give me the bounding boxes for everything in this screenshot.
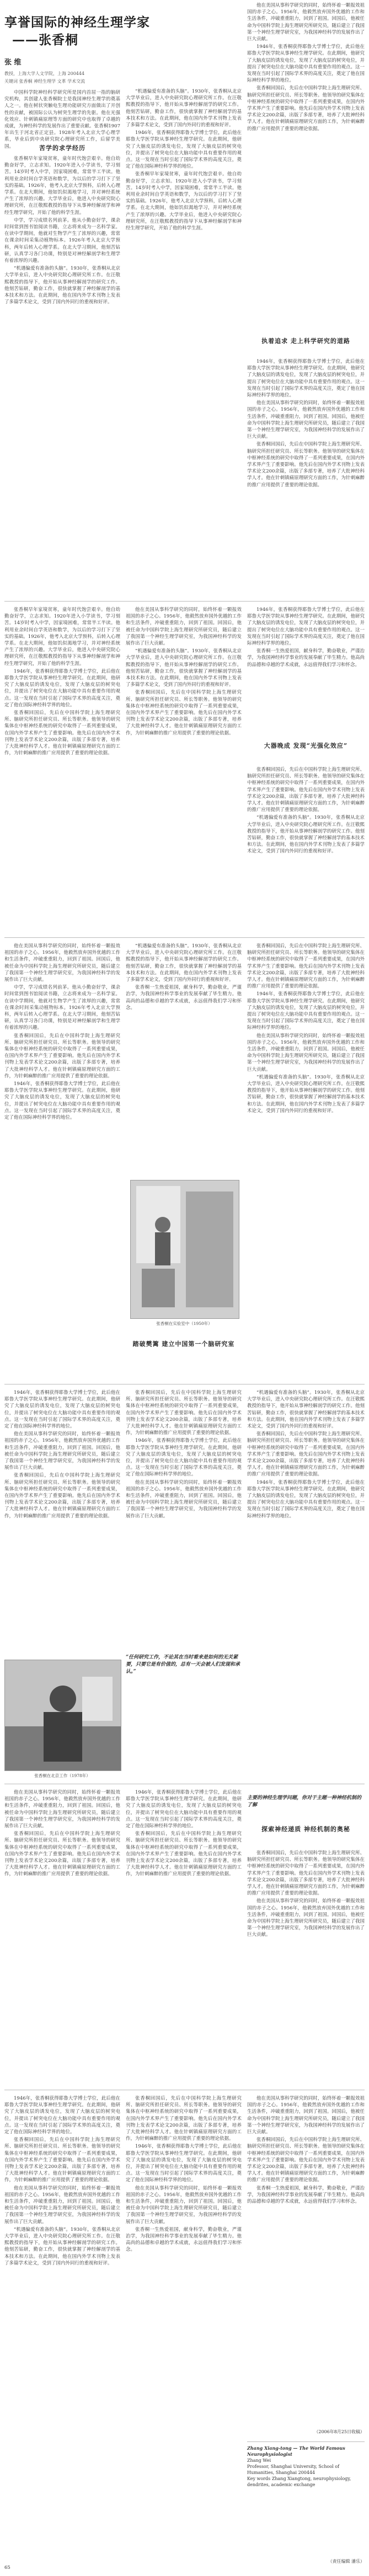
page-divider: [4, 601, 365, 602]
column-left-3: [4, 943, 120, 1378]
body-text: 他在美国从事科学研究的同时，始终怀着一颗报效祖国的赤子之心。1956年，他毅然放弃国外优越的工作和生活条件，冲破重重阻力，回到了祖国。回国后，他被任命为中国科学院上海生理研究所研究员，随后建立了我国第一个神经生理学研究室，为我国神经科学的发展作出了巨大贡献。: [4, 943, 120, 983]
column-left-1: [4, 155, 120, 337]
body-text: “机遇偏爱有准备的头脑”。1930年，张香桐从北京大学毕业后，进入中央研究院心理研究所工作。在汪敬熙教授的指导下，他开始从事神经解剖学的研究工作。他刻苦钻研，勤奋工作，很快就掌握了神经解剖学的基本技术和方法。在此期间，他在国内外学术刊物上发表了多篇学术论文，受到了国内外同行的重视和好评。: [247, 815, 365, 855]
body-text: 张香桐一生热爱祖国，献身科学，勤奋敬业，严谨治学，为我国神经科学事业的发展奉献了毕生精力。他高尚的品德和卓越的学术成就，永远值得我们学习和怀念。: [247, 648, 365, 668]
body-text: 他在美国从事科学研究的同时，始终怀着一颗报效祖国的赤子之心。1956年，他毅然放弃国外优越的工作和生活条件，冲破重重阻力，回到了祖国。回国后，他被任命为中国科学院上海生理研究所研究员，随后建立了我国第一个神经生理学研究室，为我国神经科学的发展作出了巨大贡献。: [126, 607, 242, 647]
body-text: 他在美国从事科学研究的同时，始终怀着一颗报效祖国的赤子之心。1956年，他毅然放弃国外优越的工作和生活条件，冲破重重阻力，回到了祖国。回国后，他被任命为中国科学院上海生理研究所研究员，随后建立了我国第一个神经生理学研究室，为我国神经科学的发展作出了巨大贡献。: [247, 3, 365, 42]
column-left-2: [4, 607, 120, 926]
body-text: 张香桐回国后，先后在中国科学院上海生理研究所、脑研究所担任研究员、所长等职务。他领导的研究集体在中枢神经系统的研究中取得了一系列重要成果，在国内外学术界产生了重要影响。他先后在国内外学术刊物上发表学术论文200余篇，出版了多部专著，培养了大批神经科学人才。他在针刺镇痛原理研究方面的工作，为针刺麻醉的推广应用提供了重要的理论依据。: [4, 2137, 120, 2183]
body-text: 1946年，张香桐获得耶鲁大学博士学位，此后他在耶鲁大学医学院从事神经生理学研究。在此期间，他研究了大脑皮层的诱发电位，发现了大脑皮层的树突电位，并提出了树突电位在大脑功能中具有重要作用的观点。这一发现在当时引起了国际学术界的高度关注，奠定了他在国际神经科学界的地位。: [247, 44, 365, 84]
body-text: 1946年，张香桐获得耶鲁大学博士学位，此后他在耶鲁大学医学院从事神经生理学研究。在此期间，他研究了大脑皮层的诱发电位，发现了大脑皮层的树突电位，并提出了树突电位在大脑功能中具有重要作用的观点。这一发现在当时引起了国际学术界的高度关注，奠定了他在国际神经科学界的地位。: [4, 2096, 120, 2135]
body-text: 张香桐回国后，先后在中国科学院上海生理研究所、脑研究所担任研究员、所长等职务。他领导的研究集体在中枢神经系统的研究中取得了一系列重要成果，在国内外学术界产生了重要影响。他先后在国内外学术刊物上发表学术论文200余篇，出版了多部专著，培养了大批神经科学人才。他在针刺镇痛原理研究方面的工作，为针刺麻醉的推广应用提供了重要的理论依据。: [247, 1850, 365, 1897]
body-text: 1946年，张香桐获得耶鲁大学博士学位，此后他在耶鲁大学医学院从事神经生理学研究。在此期间，他研究了大脑皮层的诱发电位，发现了大脑皮层的树突电位，并提出了树突电位在大脑功能中具有重要作用的观点。这一发现在当时引起了国际学术界的高度关注，奠定了他在国际神经科学界的地位。: [247, 607, 365, 647]
body-text: 他在美国从事科学研究的同时，始终怀着一颗报效祖国的赤子之心。1956年，他毅然放弃国外优越的工作和生活条件，冲破重重阻力，回到了祖国。回国后，他被任命为中国科学院上海生理研究所研究员，随后建立了我国第一个神经生理学研究室，为我国神经科学的发展作出了巨大贡献。: [126, 2185, 242, 2225]
page-number: 65: [4, 2565, 10, 2570]
body-text: “机遇偏爱有准备的头脑”。1930年，张香桐从北京大学毕业后，进入中央研究院心理研究所工作。在汪敬熙教授的指导下，他开始从事神经解剖学的研究工作。他刻苦钻研，勤奋工作，很快就掌握了神经解剖学的基本技术和方法。在此期间，他在国内外学术刊物上发表了多篇学术论文，受到了国内外同行的重视和好评。: [247, 1074, 365, 1114]
article-title: 享誉国际的神经生理学家: [4, 15, 150, 30]
body-text: 他在美国从事科学研究的同时，始终怀着一颗报效祖国的赤子之心。1956年，他毅然放弃国外优越的工作和生活条件，冲破重重阻力，回到了祖国。回国后，他被任命为中国科学院上海生理研究所研究员，随后建立了我国第一个神经生理学研究室，为我国神经科学的发展作出了巨大贡献。: [247, 1033, 365, 1072]
body-text: 张香桐一生热爱祖国，献身科学，勤奋敬业，严谨治学，为我国神经科学事业的发展奉献了毕生精力。他高尚的品德和卓越的学术成就，永远值得我们学习和怀念。: [126, 985, 242, 1011]
photo-image: [131, 1180, 239, 1318]
body-text: 他在美国从事科学研究的同时，始终怀着一颗报效祖国的赤子之心。1956年，他毅然放弃国外优越的工作和生活条件，冲破重重阻力，回到了祖国。回国后，他被任命为中国科学院上海生理研究所研究员，随后建立了我国第一个神经生理学研究室，为我国神经科学的发展作出了巨大贡献。: [247, 400, 365, 440]
body-text: 张香桐早年家境贫寒，童年时代饱尝艰辛。他自幼勤奋好学，立志求知。1920年进入小学读书，学习刻苦。14岁时考入中学，因家境困难，常常半工半读。他利用业余时间自学英语和数学，为以后的学习打下了坚实的基础。1926年，他考入北京大学预科，后转入心理学系。在北大期间，他如饥似渴地学习，并对神经系统产生了浓厚的兴趣。大学毕业后，他进入中央研究院心理研究所，在汪敬熙教授的指导下从事神经解剖学和神经生理学研究，开始了他的科学生涯。: [4, 607, 120, 667]
body-text: “机遇偏爱有准备的头脑”。1930年，张香桐从北京大学毕业后，进入中央研究院心理研究所工作。在汪敬熙教授的指导下，他开始从事神经解剖学的研究工作。他刻苦钻研，勤奋工作，很快就掌握了神经解剖学的基本技术和方法。在此期间，他在国内外学术刊物上发表了多篇学术论文，受到了国内外同行的重视和好评。: [247, 1390, 365, 1430]
body-text: 张香桐回国后，先后在中国科学院上海生理研究所、脑研究所担任研究员、所长等职务。他领导的研究集体在中枢神经系统的研究中取得了一系列重要成果，在国内外学术界产生了重要影响。他先后在国内外学术刊物上发表学术论文200余篇，出版了多部专著，培养了大批神经科学人才。他在针刺镇痛原理研究方面的工作，为针刺麻醉的推广应用提供了重要的理论依据。: [126, 690, 242, 736]
body-text: 张香桐一生热爱祖国，献身科学，勤奋敬业，严谨治学，为我国神经科学事业的发展奉献了毕生精力。他高尚的品德和卓越的学术成就，永远值得我们学习和怀念。: [247, 2185, 365, 2205]
body-text: 1946年，张香桐获得耶鲁大学博士学位，此后他在耶鲁大学医学院从事神经生理学研究。在此期间，他研究了大脑皮层的诱发电位，发现了大脑皮层的树突电位，并提出了树突电位在大脑功能中具有重要作用的观点。这一发现在当时引起了国际学术界的高度关注，奠定了他在国际神经科学界的地位。: [126, 2144, 242, 2183]
column-middle-5: [126, 1789, 242, 2081]
body-text: 张香桐回国后，先后在中国科学院上海生理研究所、脑研究所担任研究员、所长等职务。他领导的研究集体在中枢神经系统的研究中取得了一系列重要成果，在国内外学术界产生了重要影响。他先后在国内外学术刊物上发表学术论文200余篇，出版了多部专著，培养了大批神经科学人才。他在针刺镇痛原理研究方面的工作，为针刺麻醉的推广应用提供了重要的理论依据。: [247, 767, 365, 813]
english-keywords: Key words Zhang Xiangtong, neurophysiology, dendrites, academic exchange: [247, 2476, 351, 2487]
body-text: 1946年，张香桐获得耶鲁大学博士学位，此后他在耶鲁大学医学院从事神经生理学研究。在此期间，他研究了大脑皮层的诱发电位，发现了大脑皮层的树突电位，并提出了树突电位在大脑功能中具有重要作用的观点。这一发现在当时引起了国际学术界的高度关注，奠定了他在国际神经科学界的地位。: [126, 1790, 242, 1829]
photo-laboratory: [130, 1180, 239, 1319]
body-text: 张香桐回国后，先后在中国科学院上海生理研究所、脑研究所担任研究员、所长等职务。他领导的研究集体在中枢神经系统的研究中取得了一系列重要成果，在国内外学术界产生了重要影响。他先后在国内外学术刊物上发表学术论文200余篇，出版了多部专著，培养了大批神经科学人才。他在针刺镇痛原理研究方面的工作，为针刺麻醉的推广应用提供了重要的理论依据。: [126, 1831, 242, 1877]
author-name: 张 维: [4, 58, 22, 67]
body-text: 1946年，张香桐获得耶鲁大学博士学位，此后他在耶鲁大学医学院从事神经生理学研究。在此期间，他研究了大脑皮层的诱发电位，发现了大脑皮层的树突电位，并提出了树突电位在大脑功能中具有重要作用的观点。这一发现在当时引起了国际学术界的高度关注，奠定了他在国际神经科学界的地位。: [247, 1479, 365, 1519]
body-text: 张香桐回国后，先后在中国科学院上海生理研究所、脑研究所担任研究员、所长等职务。他领导的研究集体在中枢神经系统的研究中取得了一系列重要成果，在国内外学术界产生了重要影响。他先后在国内外学术刊物上发表学术论文200余篇，出版了多部专著，培养了大批神经科学人才。他在针刺镇痛原理研究方面的工作，为针刺麻醉的推广应用提供了重要的理论依据。: [247, 2137, 365, 2183]
column-right-1: [247, 2, 365, 333]
body-text: 他在美国从事科学研究的同时，始终怀着一颗报效祖国的赤子之心。1956年，他毅然放弃国外优越的工作和生活条件，冲破重重阻力，回到了祖国。回国后，他被任命为中国科学院上海生理研究所研究员，随后建立了我国第一个神经生理学研究室，为我国神经科学的发展作出了巨大贡献。: [4, 2185, 120, 2225]
column-middle-4: [126, 1389, 242, 1775]
column-middle-1: [126, 88, 242, 336]
english-affiliation: Professor, Shanghai University, School of Humanities, Shanghai 200444: [247, 2464, 340, 2475]
column-middle-6: [126, 2095, 242, 2536]
body-text: 1946年，张香桐获得耶鲁大学博士学位，此后他在耶鲁大学医学院从事神经生理学研究。在此期间，他研究了大脑皮层的诱发电位，发现了大脑皮层的树突电位，并提出了树突电位在大脑功能中具有重要作用的观点。这一发现在当时引起了国际学术界的高度关注，奠定了他在国际神经科学界的地位。: [4, 668, 120, 708]
body-text: “机遇偏爱有准备的头脑”。1930年，张香桐从北京大学毕业后，进入中央研究院心理研究所工作。在汪敬熙教授的指导下，他开始从事神经解剖学的研究工作。他刻苦钻研，勤奋工作，很快就掌握了神经解剖学的基本技术和方法。在此期间，他在国内外学术刊物上发表了多篇学术论文，受到了国内外同行的重视和好评。: [4, 266, 120, 305]
column-right-8: [247, 2095, 365, 2426]
editor-note: （责任编辑 潘乐）: [328, 2559, 365, 2564]
column-middle-2: [126, 607, 242, 926]
english-title: Zhang Xiang-tong — The World Famous Neurophysiologist: [247, 2445, 345, 2457]
body-text: 中学，学习成绩名列前茅。他从小勤奋好学，课余时间常到图书馆阅读书籍，立志将来成为一名科学家。在读中学期间，他就对生物学产生了浓厚的兴趣，常常在课余时间采集动植物标本。1926年考入北京大学预科，两年后转入心理学系。在北大学习期间，他刻苦钻研，认真学习各门功课，特别是对神经解剖学和生理学有着浓厚的兴趣。: [4, 985, 120, 1031]
photo-portrait: [4, 1660, 121, 1771]
keywords: 关键词 张香桐 神经生理学 文革 学术交流: [4, 79, 85, 84]
pull-quote-2: 主要的神经生理学问题，你对于主题一种神经机制的了解: [247, 1795, 362, 1808]
section-heading-5: 探索神经递质 神经机制的奥秘: [261, 1826, 350, 1833]
body-text: 张香桐回国后，先后在中国科学院上海生理研究所、脑研究所担任研究员、所长等职务。他领导的研究集体在中枢神经系统的研究中取得了一系列重要成果，在国内外学术界产生了重要影响。他先后在国内外学术刊物上发表学术论文200余篇，出版了多部专著，培养了大批神经科学人才。他在针刺镇痛原理研究方面的工作，为针刺麻醉的推广应用提供了重要的理论依据。: [4, 1033, 120, 1079]
body-text: 张香桐回国后，先后在中国科学院上海生理研究所、脑研究所担任研究员、所长等职务。他领导的研究集体在中枢神经系统的研究中取得了一系列重要成果，在国内外学术界产生了重要影响。他先后在国内外学术刊物上发表学术论文200余篇，出版了多部专著，培养了大批神经科学人才。他在针刺镇痛原理研究方面的工作，为针刺麻醉的推广应用提供了重要的理论依据。: [247, 1431, 365, 1478]
english-abstract: [247, 2445, 365, 2488]
column-right-4: [247, 766, 365, 926]
section-heading-2: 执着追求 走上科学研究的道路: [261, 337, 350, 345]
body-text: 他在美国从事科学研究的同时，始终怀着一颗报效祖国的赤子之心。1956年，他毅然放弃国外优越的工作和生活条件，冲破重重阻力，回到了祖国。回国后，他被任命为中国科学院上海生理研究所研究员，随后建立了我国第一个神经生理学研究室，为我国神经科学的发展作出了巨大贡献。: [247, 1898, 365, 1938]
body-text: “机遇偏爱有准备的头脑”。1930年，张香桐从北京大学毕业后，进入中央研究院心理研究所工作。在汪敬熙教授的指导下，他开始从事神经解剖学的研究工作。他刻苦钻研，勤奋工作，很快就掌握了神经解剖学的基本技术和方法。在此期间，他在国内外学术刊物上发表了多篇学术论文，受到了国内外同行的重视和好评。: [126, 648, 242, 688]
footer-divider: [247, 2441, 365, 2442]
intro-text: 中国科学院神经科学研究所是国内首屈一指的脑研究机构，其创建人张香桐院士是我国神经生理学的奠基人之一。他在树状突触电生理功能研究方面做出了开创性的贡献，被国际公认为树突生理学的先驱。他在光强化效应、针刺镇痛原理等方面的研究中也取得了卓越的成就，为神经科学的发展作出了重要贡献。张香桐1907年出生于河北省正定县。1928年考入北京大学心理学系，毕业后到中央研究院心理研究所工作，后留学美国。: [4, 90, 120, 149]
column-right-7: [247, 1850, 365, 2081]
body-text: 张香桐早年家境贫寒，童年时代饱尝艰辛。他自幼勤奋好学，立志求知。1920年进入小学读书，学习刻苦。14岁时考入中学，因家境困难，常常半工半读。他利用业余时间自学英语和数学，为以后的学习打下了坚实的基础。1926年，他考入北京大学预科，后转入心理学系。在北大期间，他如饥似渴地学习，并对神经系统产生了浓厚的兴趣。大学毕业后，他进入中央研究院心理研究所，在汪敬熙教授的指导下从事神经解剖学和神经生理学研究，开始了他的科学生涯。: [126, 171, 242, 232]
body-text: 1946年，张香桐获得耶鲁大学博士学位，此后他在耶鲁大学医学院从事神经生理学研究。在此期间，他研究了大脑皮层的诱发电位，发现了大脑皮层的树突电位，并提出了树突电位在大脑功能中具有重要作用的观点。这一发现在当时引起了国际学术界的高度关注，奠定了他在国际神经科学界的地位。: [4, 1081, 120, 1121]
body-text: 张香桐回国后，先后在中国科学院上海生理研究所、脑研究所担任研究员、所长等职务。他领导的研究集体在中枢神经系统的研究中取得了一系列重要成果，在国内外学术界产生了重要影响。他先后在国内外学术刊物上发表学术论文200余篇，出版了多部专著，培养了大批神经科学人才。他在针刺镇痛原理研究方面的工作，为针刺麻醉的推广应用提供了重要的理论依据。: [4, 1831, 120, 1877]
column-right-5: [247, 943, 365, 1378]
photo-caption-2: 张香桐在北京工作（1978年）: [34, 1773, 90, 1778]
pull-quote-1: “任何研究工作，不论其在当时看来是如何的无关紧要，只要它是有价值的，总有一天会被人们发现和承认。”: [126, 1655, 240, 1675]
body-text: “机遇偏爱有准备的头脑”。1930年，张香桐从北京大学毕业后，进入中央研究院心理研究所工作。在汪敬熙教授的指导下，他开始从事神经解剖学的研究工作。他刻苦钻研，勤奋工作，很快就掌握了神经解剖学的基本技术和方法。在此期间，他在国内外学术刊物上发表了多篇学术论文，受到了国内外同行的重视和好评。: [126, 943, 242, 983]
body-text: 他在美国从事科学研究的同时，始终怀着一颗报效祖国的赤子之心。1956年，他毅然放弃国外优越的工作和生活条件，冲破重重阻力，回到了祖国。回国后，他被任命为中国科学院上海生理研究所研究员，随后建立了我国第一个神经生理学研究室，为我国神经科学的发展作出了巨大贡献。: [126, 1479, 242, 1519]
section-heading-4: 踏破樊篱 建立中国第一个脑研究室: [132, 1340, 235, 1348]
body-text: 张香桐回国后，先后在中国科学院上海生理研究所、脑研究所担任研究员、所长等职务。他领导的研究集体在中枢神经系统的研究中取得了一系列重要成果，在国内外学术界产生了重要影响。他先后在国内外学术刊物上发表学术论文200余篇，出版了多部专著，培养了大批神经科学人才。他在针刺镇痛原理研究方面的工作，为针刺麻醉的推广应用提供了重要的理论依据。: [4, 710, 120, 756]
body-text: 他在美国从事科学研究的同时，始终怀着一颗报效祖国的赤子之心。1956年，他毅然放弃国外优越的工作和生活条件，冲破重重阻力，回到了祖国。回国后，他被任命为中国科学院上海生理研究所研究员，随后建立了我国第一个神经生理学研究室，为我国神经科学的发展作出了巨大贡献。: [4, 1431, 120, 1471]
column-left-4: [4, 1389, 120, 1654]
body-text: 1946年，张香桐获得耶鲁大学博士学位，此后他在耶鲁大学医学院从事神经生理学研究。在此期间，他研究了大脑皮层的诱发电位，发现了大脑皮层的树突电位，并提出了树突电位在大脑功能中具有重要作用的观点。这一发现在当时引起了国际学术界的高度关注，奠定了他在国际神经科学界的地位。: [126, 130, 242, 170]
body-text: 张香桐回国后，先后在中国科学院上海生理研究所、脑研究所担任研究员、所长等职务。他领导的研究集体在中枢神经系统的研究中取得了一系列重要成果，在国内外学术界产生了重要影响。他先后在国内外学术刊物上发表学术论文200余篇，出版了多部专著，培养了大批神经科学人才。他在针刺镇痛原理研究方面的工作，为针刺麻醉的推广应用提供了重要的理论依据。: [4, 1473, 120, 1519]
body-text: 张香桐回国后，先后在中国科学院上海生理研究所、脑研究所担任研究员、所长等职务。他领导的研究集体在中枢神经系统的研究中取得了一系列重要成果，在国内外学术界产生了重要影响。他先后在国内外学术刊物上发表学术论文200余篇，出版了多部专著，培养了大批神经科学人才。他在针刺镇痛原理研究方面的工作，为针刺麻醉的推广应用提供了重要的理论依据。: [126, 1390, 242, 1436]
body-text: 张香桐早年家境贫寒，童年时代饱尝艰辛。他自幼勤奋好学，立志求知。1920年进入小学读书，学习刻苦。14岁时考入中学，因家境困难，常常半工半读。他利用业余时间自学英语和数学，为以后的学习打下了坚实的基础。1926年，他考入北京大学预科，后转入心理学系。在北大期间，他如饥似渴地学习，并对神经系统产生了浓厚的兴趣。大学毕业后，他进入中央研究院心理研究所，在汪敬熙教授的指导下从事神经解剖学和神经生理学研究，开始了他的科学生涯。: [4, 156, 120, 216]
body-text: 他在美国从事科学研究的同时，始终怀着一颗报效祖国的赤子之心。1956年，他毅然放弃国外优越的工作和生活条件，冲破重重阻力，回到了祖国。回国后，他被任命为中国科学院上海生理研究所研究员，随后建立了我国第一个神经生理学研究室，为我国神经科学的发展作出了巨大贡献。: [247, 2096, 365, 2135]
column-right-6: [247, 1389, 365, 1775]
body-text: 1946年，张香桐获得耶鲁大学博士学位，此后他在耶鲁大学医学院从事神经生理学研究。在此期间，他研究了大脑皮层的诱发电位，发现了大脑皮层的树突电位，并提出了树突电位在大脑功能中具有重要作用的观点。这一发现在当时引起了国际学术界的高度关注，奠定了他在国际神经科学界的地位。: [247, 359, 365, 399]
body-text: 中学，学习成绩名列前茅。他从小勤奋好学，课余时间常到图书馆阅读书籍，立志将来成为一名科学家。在读中学期间，他就对生物学产生了浓厚的兴趣，常常在课余时间采集动植物标本。1926年考入北京大学预科，两年后转入心理学系。在北大学习期间，他刻苦钻研，认真学习各门功课，特别是对神经解剖学和生理学有着浓厚的兴趣。: [4, 217, 120, 264]
body-text: 1946年，张香桐获得耶鲁大学博士学位，此后他在耶鲁大学医学院从事神经生理学研究。在此期间，他研究了大脑皮层的诱发电位，发现了大脑皮层的树突电位，并提出了树突电位在大脑功能中具有重要作用的观点。这一发现在当时引起了国际学术界的高度关注，奠定了他在国际神经科学界的地位。: [126, 1438, 242, 1478]
body-text: 1946年，张香桐获得耶鲁大学博士学位，此后他在耶鲁大学医学院从事神经生理学研究。在此期间，他研究了大脑皮层的诱发电位，发现了大脑皮层的树突电位，并提出了树突电位在大脑功能中具有重要作用的观点。这一发现在当时引起了国际学术界的高度关注，奠定了他在国际神经科学界的地位。: [4, 1390, 120, 1430]
photo-caption-1: 张香桐在实验室中（1950年）: [156, 1321, 212, 1326]
body-text: 张香桐回国后，先后在中国科学院上海生理研究所、脑研究所担任研究员、所长等职务。他领导的研究集体在中枢神经系统的研究中取得了一系列重要成果，在国内外学术界产生了重要影响。他先后在国内外学术刊物上发表学术论文200余篇，出版了多部专著，培养了大批神经科学人才。他在针刺镇痛原理研究方面的工作，为针刺麻醉的推广应用提供了重要的理论依据。: [247, 85, 365, 132]
page-divider: [4, 937, 365, 938]
column-left-5: [4, 1789, 120, 2081]
column-left-6: [4, 2095, 120, 2536]
body-text: 张香桐一生热爱祖国，献身科学，勤奋敬业，严谨治学，为我国神经科学事业的发展奉献了毕生精力。他高尚的品德和卓越的学术成就，永远值得我们学习和怀念。: [126, 2226, 242, 2253]
body-text: 张香桐回国后，先后在中国科学院上海生理研究所、脑研究所担任研究员、所长等职务。他领导的研究集体在中枢神经系统的研究中取得了一系列重要成果，在国内外学术界产生了重要影响。他先后在国内外学术刊物上发表学术论文200余篇，出版了多部专著，培养了大批神经科学人才。他在针刺镇痛原理研究方面的工作，为针刺麻醉的推广应用提供了重要的理论依据。: [247, 442, 365, 488]
author-affiliation: 教授，上海大学人文学院，上海 200444: [4, 71, 85, 76]
received-date: （2006年8月25日收稿）: [314, 2429, 365, 2434]
body-text: “机遇偏爱有准备的头脑”。1930年，张香桐从北京大学毕业后，进入中央研究院心理研究所工作。在汪敬熙教授的指导下，他开始从事神经解剖学的研究工作。他刻苦钻研，勤奋工作，很快就掌握了神经解剖学的基本技术和方法。在此期间，他在国内外学术刊物上发表了多篇学术论文，受到了国内外同行的重视和好评。: [126, 89, 242, 128]
column-right-3: [247, 607, 365, 733]
english-author: Zhang Wei: [247, 2458, 271, 2463]
article-subtitle: ——张香桐: [12, 33, 78, 47]
body-text: 张香桐回国后，先后在中国科学院上海生理研究所、脑研究所担任研究员、所长等职务。他领导的研究集体在中枢神经系统的研究中取得了一系列重要成果，在国内外学术界产生了重要影响。他先后在国内外学术刊物上发表学术论文200余篇，出版了多部专著，培养了大批神经科学人才。他在针刺镇痛原理研究方面的工作，为针刺麻醉的推广应用提供了重要的理论依据。: [247, 943, 365, 990]
body-text: 1946年，张香桐获得耶鲁大学博士学位，此后他在耶鲁大学医学院从事神经生理学研究。在此期间，他研究了大脑皮层的诱发电位，发现了大脑皮层的树突电位，并提出了树突电位在大脑功能中具有重要作用的观点。这一发现在当时引起了国际学术界的高度关注，奠定了他在国际神经科学界的地位。: [247, 991, 365, 1031]
section-heading-1: 苦学的求学经历: [39, 144, 85, 152]
column-right-2: [247, 358, 365, 590]
body-text: 他在美国从事科学研究的同时，始终怀着一颗报效祖国的赤子之心。1956年，他毅然放弃国外优越的工作和生活条件，冲破重重阻力，回到了祖国。回国后，他被任命为中国科学院上海生理研究所研究员，随后建立了我国第一个神经生理学研究室，为我国神经科学的发展作出了巨大贡献。: [4, 1790, 120, 1829]
section-heading-3: 大器晚成 发现“光强化效应”: [264, 742, 348, 749]
body-text: 张香桐回国后，先后在中国科学院上海生理研究所、脑研究所担任研究员、所长等职务。他领导的研究集体在中枢神经系统的研究中取得了一系列重要成果，在国内外学术界产生了重要影响。他先后在国内外学术刊物上发表学术论文200余篇，出版了多部专著，培养了大批神经科学人才。他在针刺镇痛原理研究方面的工作，为针刺麻醉的推广应用提供了重要的理论依据。: [126, 2096, 242, 2142]
body-text: “机遇偏爱有准备的头脑”。1930年，张香桐从北京大学毕业后，进入中央研究院心理研究所工作。在汪敬熙教授的指导下，他开始从事神经解剖学的研究工作。他刻苦钻研，勤奋工作，很快就掌握了神经解剖学的基本技术和方法。在此期间，他在国内外学术刊物上发表了多篇学术论文，受到了国内外同行的重视和好评。: [4, 2226, 120, 2266]
photo-image: [5, 1660, 121, 1770]
column-middle-3: [126, 943, 242, 1174]
